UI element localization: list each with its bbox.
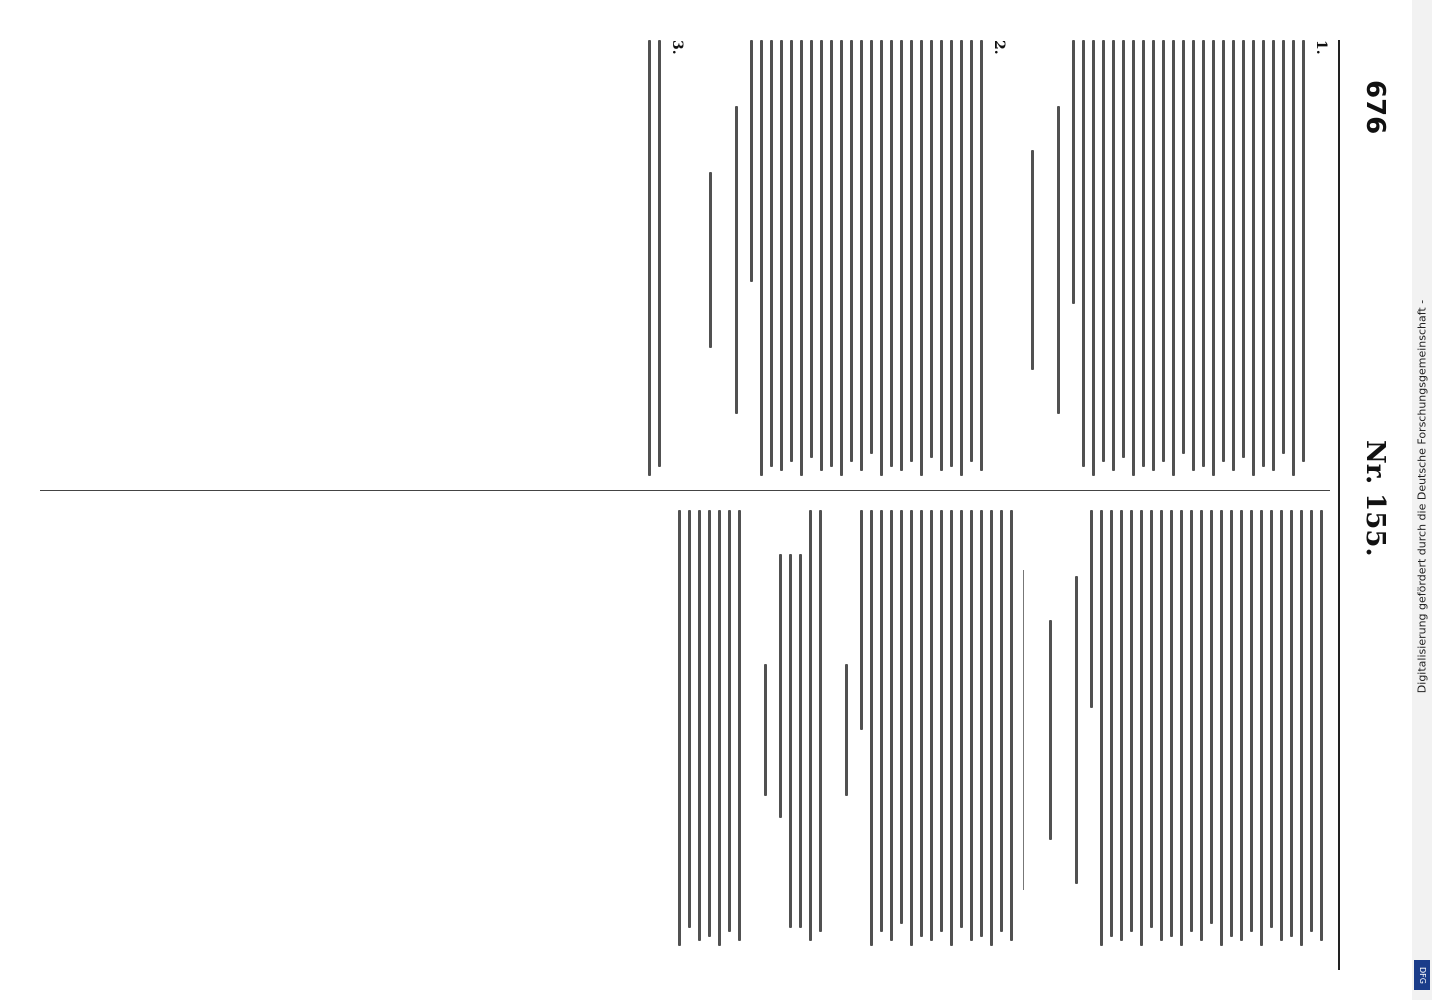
right-paragraph-3 xyxy=(779,510,822,950)
right-paragraph-4 xyxy=(678,510,741,950)
digitization-footer xyxy=(1412,0,1432,1000)
dfg-logo-icon: DFG xyxy=(1414,960,1430,990)
section-1 xyxy=(1072,40,1330,480)
right-signature-1-name xyxy=(1034,510,1052,950)
signature-1 xyxy=(1042,40,1060,480)
signature-2 xyxy=(720,40,738,480)
page-number: 676 xyxy=(1360,80,1390,135)
signature-1-name xyxy=(1016,40,1034,480)
right-column xyxy=(666,510,1330,950)
right-signature-1 xyxy=(1060,510,1078,950)
footer-text: Digitalisierung gefördert durch die Deutsche Forschungsgemeinschaft - xyxy=(1415,299,1429,694)
section-3 xyxy=(648,40,686,480)
section-3-text xyxy=(648,40,661,480)
section-2 xyxy=(750,40,1008,480)
section-1-number: 1. xyxy=(1313,40,1329,55)
divider xyxy=(1023,570,1024,890)
section-3-number: 3. xyxy=(669,40,685,55)
header-number: Nr. 155. xyxy=(1360,440,1390,557)
left-column xyxy=(636,40,1330,480)
right-paragraph-2 xyxy=(860,510,1013,950)
section-1-text xyxy=(1072,40,1305,480)
page-header xyxy=(1338,40,1400,970)
right-subheading xyxy=(830,510,848,950)
section-2-text xyxy=(750,40,983,480)
right-paragraph-1 xyxy=(1090,510,1323,950)
signature-2-name xyxy=(694,40,712,480)
section-2-number: 2. xyxy=(991,40,1007,55)
right-subheading-2 xyxy=(749,510,767,950)
column-divider xyxy=(40,490,1330,491)
